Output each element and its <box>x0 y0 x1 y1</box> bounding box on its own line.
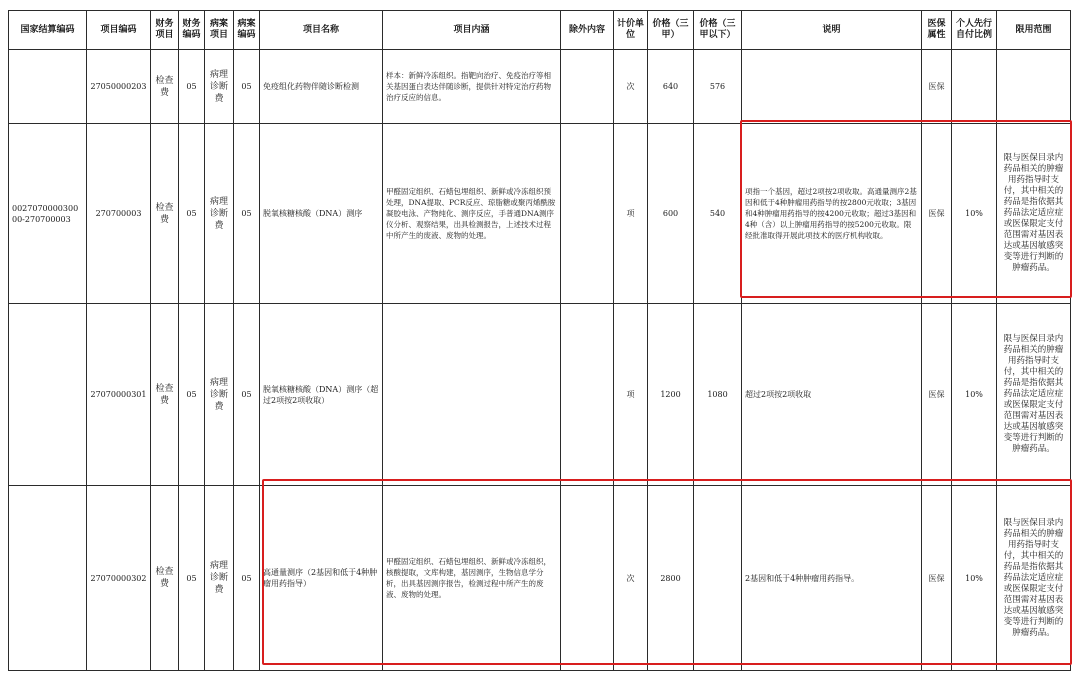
price-below-cell: 1080 <box>694 304 742 486</box>
fin-item-cell: 检查费 <box>151 486 179 671</box>
col-header-attr: 医保属性 <box>922 11 952 50</box>
note-cell <box>742 50 922 124</box>
exclude-cell <box>561 486 614 671</box>
price-3a-cell: 600 <box>648 124 694 304</box>
case-code-cell: 05 <box>234 50 260 124</box>
price-below-cell <box>694 486 742 671</box>
scope-cell <box>997 50 1071 124</box>
col-header-ratio: 个人先行自付比例 <box>952 11 997 50</box>
case-item-cell: 病理诊断费 <box>205 50 234 124</box>
col-header-case-item: 病案项目 <box>205 11 234 50</box>
price-3a-cell: 640 <box>648 50 694 124</box>
item-content-cell <box>383 304 561 486</box>
col-header-price-below: 价格（三甲以下） <box>694 11 742 50</box>
table-row <box>9 124 1071 304</box>
price-below-cell: 540 <box>694 124 742 304</box>
item-name-cell: 脱氧核糖核酸（DNA）测序 <box>260 124 383 304</box>
col-header-content: 项目内涵 <box>383 11 561 50</box>
scope-cell: 限与医保目录内药品相关的肿瘤用药指导时支付，其中相关的药品是指依据其药品法定适应症或医保限定支付范围需对基因表达或基因敏感突变等进行判断的肿瘤药品。 <box>997 124 1071 304</box>
item-code-cell: 27070000302 <box>87 486 151 671</box>
item-name-cell: 免疫组化药物伴随诊断检测 <box>260 50 383 124</box>
col-header-settle-code: 国家结算编码 <box>9 11 87 50</box>
col-header-unit: 计价单位 <box>614 11 648 50</box>
case-item-cell: 病理诊断费 <box>205 124 234 304</box>
settle-code-cell <box>9 304 87 486</box>
case-item-cell: 病理诊断费 <box>205 304 234 486</box>
item-content-cell: 样本：新鲜冷冻组织。指靶向治疗、免疫治疗等相关基因蛋白表达伴随诊断，提供针对特定治疗药物治疗反应的信息。 <box>383 50 561 124</box>
settle-code-cell: 002707000030000-270700003 <box>9 124 87 304</box>
exclude-cell <box>561 124 614 304</box>
col-header-case-code: 病案编码 <box>234 11 260 50</box>
case-item-cell: 病理诊断费 <box>205 486 234 671</box>
medical-fee-table <box>8 10 1071 671</box>
item-content-cell: 甲醛固定组织、石蜡包埋组织、新鲜或冷冻组织预处理，DNA提取、PCR反应、琼脂糖或聚丙烯酰胺凝胶电泳、产物纯化、测序反应，手普通DNA测序仪分析、观察结果，出具检测报告，上述技术过程中所产生的废液、废物的处理。 <box>383 124 561 304</box>
col-header-exclude: 除外内容 <box>561 11 614 50</box>
item-code-cell: 27050000203 <box>87 50 151 124</box>
col-header-fin-item: 财务项目 <box>151 11 179 50</box>
exclude-cell <box>561 50 614 124</box>
case-code-cell: 05 <box>234 486 260 671</box>
header-row <box>9 11 1071 50</box>
exclude-cell <box>561 304 614 486</box>
unit-cell: 次 <box>614 486 648 671</box>
scope-cell: 限与医保目录内药品相关的肿瘤用药指导时支付，其中相关的药品是指依据其药品法定适应症或医保限定支付范围需对基因表达或基因敏感突变等进行判断的肿瘤药品。 <box>997 304 1071 486</box>
fin-code-cell: 05 <box>179 486 205 671</box>
fee-table-sheet <box>8 10 1070 671</box>
table-row <box>9 304 1071 486</box>
fin-item-cell: 检查费 <box>151 304 179 486</box>
scope-cell: 限与医保目录内药品相关的肿瘤用药指导时支付，其中相关的药品是指依据其药品法定适应症或医保限定支付范围需对基因表达或基因敏感突变等进行判断的肿瘤药品。 <box>997 486 1071 671</box>
col-header-name: 项目名称 <box>260 11 383 50</box>
note-cell: 项指一个基因，超过2项按2项收取。高通量测序2基因和低于4种肿瘤用药指导的按2800元收取；3基因和4种肿瘤用药指导的按4200元收取；超过3基因和4种（含）以上肿瘤用药指导的按5200元收取。限经批准取得开展此项技术的医疗机构收取。 <box>742 124 922 304</box>
settle-code-cell <box>9 486 87 671</box>
price-below-cell: 576 <box>694 50 742 124</box>
col-header-scope: 限用范围 <box>997 11 1071 50</box>
ratio-cell: 10% <box>952 304 997 486</box>
fin-code-cell: 05 <box>179 124 205 304</box>
ratio-cell: 10% <box>952 124 997 304</box>
fin-code-cell: 05 <box>179 304 205 486</box>
col-header-fin-code: 财务编码 <box>179 11 205 50</box>
col-header-note: 说明 <box>742 11 922 50</box>
ratio-cell: 10% <box>952 486 997 671</box>
fin-item-cell: 检查费 <box>151 50 179 124</box>
item-code-cell: 27070000301 <box>87 304 151 486</box>
fin-code-cell: 05 <box>179 50 205 124</box>
fin-item-cell: 检查费 <box>151 124 179 304</box>
settle-code-cell <box>9 50 87 124</box>
attr-cell: 医保 <box>922 304 952 486</box>
attr-cell: 医保 <box>922 50 952 124</box>
note-cell: 超过2项按2项收取 <box>742 304 922 486</box>
item-code-cell: 270700003 <box>87 124 151 304</box>
price-3a-cell: 1200 <box>648 304 694 486</box>
col-header-price-3a: 价格（三甲） <box>648 11 694 50</box>
attr-cell: 医保 <box>922 124 952 304</box>
note-cell: 2基因和低于4种肿瘤用药指导。 <box>742 486 922 671</box>
table-row <box>9 486 1071 671</box>
item-content-cell: 甲醛固定组织、石蜡包埋组织、新鲜或冷冻组织，核酸提取，文库构建，基因测序，生物信息学分析，出具基因测序报告，检测过程中所产生的废液、废物的处理。 <box>383 486 561 671</box>
unit-cell: 项 <box>614 124 648 304</box>
case-code-cell: 05 <box>234 304 260 486</box>
col-header-item-code: 项目编码 <box>87 11 151 50</box>
unit-cell: 次 <box>614 50 648 124</box>
ratio-cell <box>952 50 997 124</box>
price-3a-cell: 2800 <box>648 486 694 671</box>
table-row <box>9 50 1071 124</box>
item-name-cell: 脱氧核糖核酸（DNA）测序（超过2项按2项收取） <box>260 304 383 486</box>
unit-cell: 项 <box>614 304 648 486</box>
item-name-cell: 高通量测序（2基因和低于4种肿瘤用药指导） <box>260 486 383 671</box>
attr-cell: 医保 <box>922 486 952 671</box>
case-code-cell: 05 <box>234 124 260 304</box>
